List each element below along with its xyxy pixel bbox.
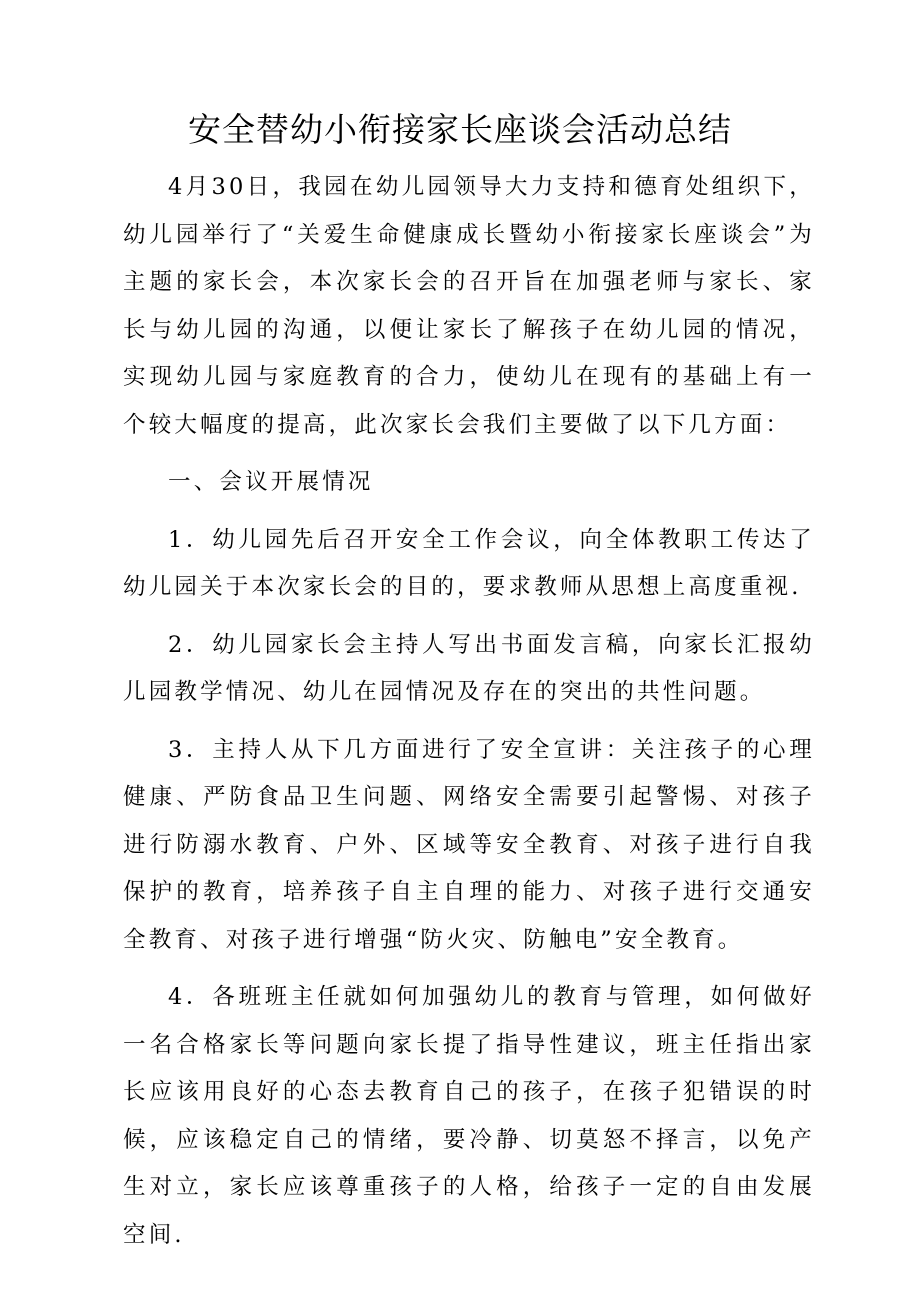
section-heading-1: 一、会议开展情况: [168, 469, 374, 495]
document-title: 安全替幼小衔接家长座谈会活动总结: [188, 110, 732, 149]
paragraph-item-3: 3．主持人从下几方面进行了安全宣讲：关注孩子的心理健康、严防食品卫生问题、网络安全需要引起警惕、对孩子进行防溺水教育、户外、区域等安全教育、对孩子进行自我保护的教育，培养孩子自主自理的能力、对孩子进行交通安全教育、对孩子进行增强“防火灾、防触电”安全教育。: [123, 736, 815, 953]
document-body: [123, 164, 815, 1269]
paragraph-item-2: 2．幼儿园家长会主持人写出书面发言稿，向家长汇报幼儿园教学情况、幼儿在园情况及存在的突出的共性问题。: [123, 631, 815, 705]
paragraph-intro: 4月30日，我园在幼儿园领导大力支持和德育处组织下，幼儿园举行了“关爱生命健康成长暨幼小衔接家长座谈会”为主题的家长会，本次家长会的召开旨在加强老师与家长、家长与幼儿园的沟通，以便让家长了解孩子在幼儿园的情况，实现幼儿园与家庭教育的合力，使幼儿在现有的基础上有一个较大幅度的提高，此次家长会我们主要做了以下几方面：: [123, 174, 815, 438]
paragraph-item-1: 1．幼儿园先后召开安全工作会议，向全体教职工传达了幼儿园关于本次家长会的目的，要求教师从思想上高度重视.: [123, 526, 815, 600]
paragraph-item-4: 4．各班班主任就如何加强幼儿的教育与管理，如何做好一名合格家长等问题向家长提了指导性建议，班主任指出家长应该用良好的心态去教育自己的孩子，在孩子犯错误的时候，应该稳定自己的情绪，要冷静、切莫怒不择言，以免产生对立，家长应该尊重孩子的人格，给孩子一定的自由发展空间.: [123, 984, 815, 1248]
